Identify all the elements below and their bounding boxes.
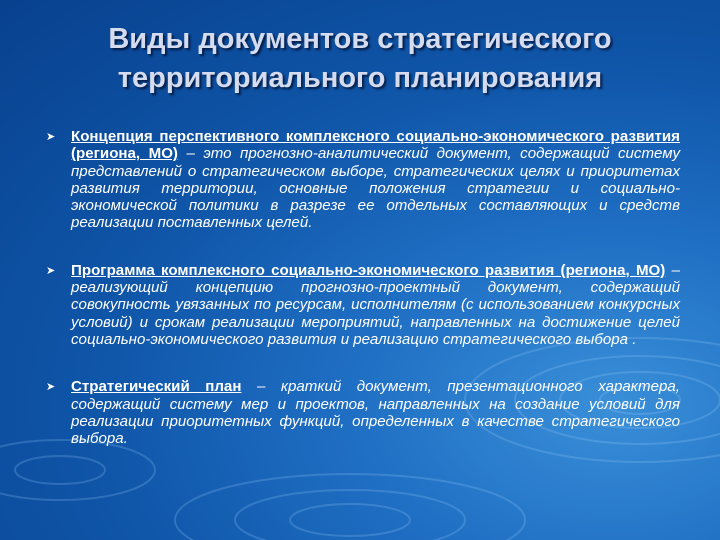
list-item-concept xyxy=(40,128,680,232)
list-item-term: Концепция перспективного комплексного социально-экономического развития (региона, МО) xyxy=(71,128,680,163)
list-item-text xyxy=(71,378,680,447)
list-item-text xyxy=(71,128,680,232)
list-item-description: – реализующий концепцию прогнозно-проектный документ, содержащий совокупность увязанных по ресурсам, исполнителям (с использованием конкурсных условий) и срокам реализации мероприятий, направленных на достижение целей социально-экономического развития и реализацию стратегического выбора . xyxy=(71,261,680,348)
list-item-term: Стратегический план xyxy=(71,378,242,396)
list-item-description: – это прогнозно-аналитический документ, содержащий систему представлений о стратегическом выборе, стратегических целях и приоритетах развития территории, основные положения стратегии и социально-экономической политики в разрезе ее отдельных составляющих и средств реализации поставленных целей. xyxy=(71,145,680,232)
list-item-description: – краткий документ, презентационного характера, содержащий систему мер и проектов, направленных на создание условий для реализации приоритетных функций, определенных в качестве стратегического выбора. xyxy=(71,378,680,448)
list-item-text xyxy=(71,262,680,348)
arrowhead-bullet-icon: ➤ xyxy=(46,263,56,277)
list-item-term: Программа комплексного социально-экономического развития (региона, МО) xyxy=(71,261,666,279)
list-item-strategic-plan xyxy=(40,378,680,447)
slide-title-line-1: Виды документов стратегического xyxy=(108,23,612,55)
list-item-program xyxy=(40,262,680,348)
slide-title xyxy=(40,20,680,98)
bullet-list xyxy=(40,128,680,477)
arrowhead-bullet-icon: ➤ xyxy=(46,130,56,143)
slide-title-line-2: территориального планирования xyxy=(117,62,603,94)
arrowhead-bullet-icon: ➤ xyxy=(46,380,56,394)
